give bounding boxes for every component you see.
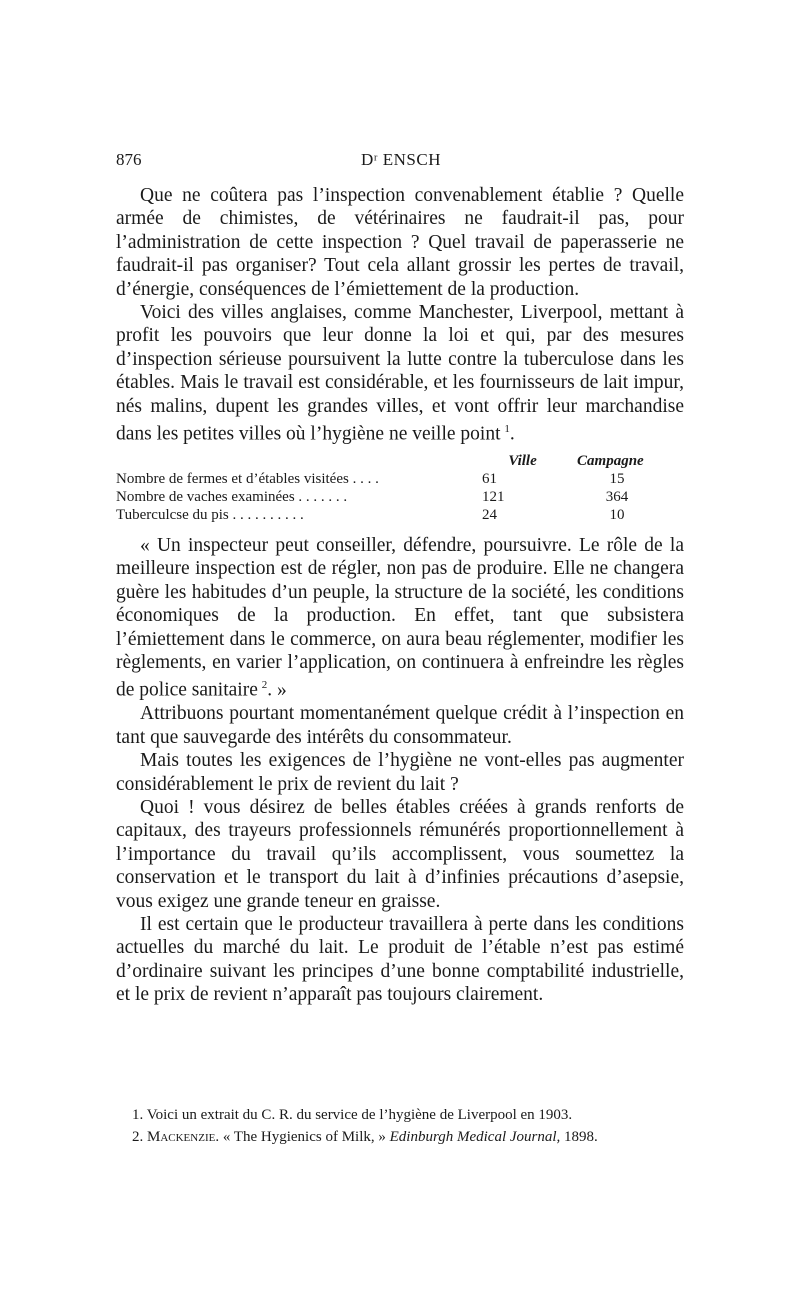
row-ville: 121 bbox=[482, 488, 505, 505]
row-ville: 61 bbox=[482, 470, 497, 487]
row-label: Tuberculcse du pis . . . . . . . . . . bbox=[116, 506, 304, 523]
footnote-1: 1. Voici un extrait du C. R. du service de l’hygiène de Liverpool en 1903. bbox=[132, 1107, 573, 1123]
page-number: 876 bbox=[116, 150, 142, 169]
footnote-year: 1898. bbox=[564, 1129, 598, 1145]
table-header bbox=[116, 452, 684, 470]
footnotes bbox=[116, 1104, 686, 1148]
col-header-ville: Ville bbox=[508, 452, 537, 469]
footnote-title: « The Hygienics of Milk, » bbox=[222, 1129, 386, 1145]
row-campagne: 10 bbox=[609, 506, 625, 523]
footnote-2: 2. Mackenzie. « The Hygienics of Milk, » Edinburgh Medical Journal, 1898. bbox=[132, 1129, 598, 1145]
footnote-journal: Edinburgh Medical Journal, bbox=[389, 1129, 561, 1145]
row-campagne: 15 bbox=[609, 470, 625, 487]
paragraph-quoi: Quoi ! vous désirez de belles étables créées à grands renforts de capitaux, des trayeurs professionnels rémunérés proportionnellement à l’importance du travail qu’ils accomplissent, vous soumettez la conservation et le transport du lait à d’infinies précautions d’asepsie, vous exigez une grande teneur en graisse. bbox=[116, 796, 684, 912]
main-text bbox=[116, 184, 684, 1007]
table-row bbox=[116, 488, 684, 506]
paragraph-quote: « Un inspecteur peut conseiller, défendre, poursuivre. Le rôle de la meilleure inspection est de régler, non pas de produire. Elle ne changera guère les habitudes d’un peuple, la structure de la société, les conditions économiques de la production. En effet, tant que subsistera l’émiettement dans le commerce, on aura beau réglementer, modifier les règlements, en varier l’application, on continuera à enfreindre les règles de police sanitaire $^2$. » bbox=[116, 534, 684, 701]
col-header-campagne: Campagne bbox=[577, 452, 644, 469]
row-campagne: 364 bbox=[605, 488, 629, 505]
table-row bbox=[116, 506, 684, 524]
paragraph-exigences: Mais toutes les exigences de l’hygiène ne vont-elles pas augmenter considérablement le prix de revient du lait ? bbox=[116, 750, 684, 795]
paragraph-inspection-cost: Que ne coûtera pas l’inspection convenablement établie ? Quelle armée de chimistes, de vétérinaires ne faudrait-il pas, pour l’administration de cette inspection ? Quel travail de paperasserie ne faudrait-il pas organiser? Tout cela allant grossir les pertes de travail, d’énergie, conséquences de l’émiettement de la production. bbox=[116, 185, 684, 300]
row-label: Nombre de vaches examinées . . . . . . . bbox=[116, 488, 348, 505]
table-row bbox=[116, 470, 684, 488]
footnote-ref-2: 2 bbox=[261, 679, 268, 692]
row-label: Nombre de fermes et d’étables visitées . . . . bbox=[116, 470, 379, 487]
paragraph-attribuons: Attribuons pourtant momentanément quelque crédit à l’inspection en tant que sauvegarde des intérêts du consommateur. bbox=[116, 703, 684, 748]
inspection-table bbox=[116, 452, 684, 524]
footnote-ref-1: 1 bbox=[504, 423, 510, 436]
row-ville: 24 bbox=[482, 506, 497, 523]
paragraph-english-cities: Voici des villes anglaises, comme Manchester, Liverpool, mettant à profit les pouvoirs que leur donne la loi et qui, par des mesures d’inspection sérieuse poursuivent la lutte contre la tuberculose dans les étables. Mais le travail est considérable, et les fournisseurs de lait impur, nés malins, dupent les grandes villes, et vont offrir leur marchandise dans les petites villes où l’hygiène ne veille point $^1$. bbox=[116, 302, 684, 445]
footnote-author: Mackenzie. bbox=[147, 1129, 220, 1145]
running-head: Dʳ ENSCH bbox=[361, 150, 441, 169]
paragraph-producteur: Il est certain que le producteur travaillera à perte dans les conditions actuelles du marché du lait. Le produit de l’étable n’est pas estimé d’ordinaire suivant les principes d’une bonne comptabilité industrielle, et le prix de revient n’apparaît pas toujours clairement. bbox=[116, 913, 684, 1006]
page-header bbox=[116, 150, 686, 174]
